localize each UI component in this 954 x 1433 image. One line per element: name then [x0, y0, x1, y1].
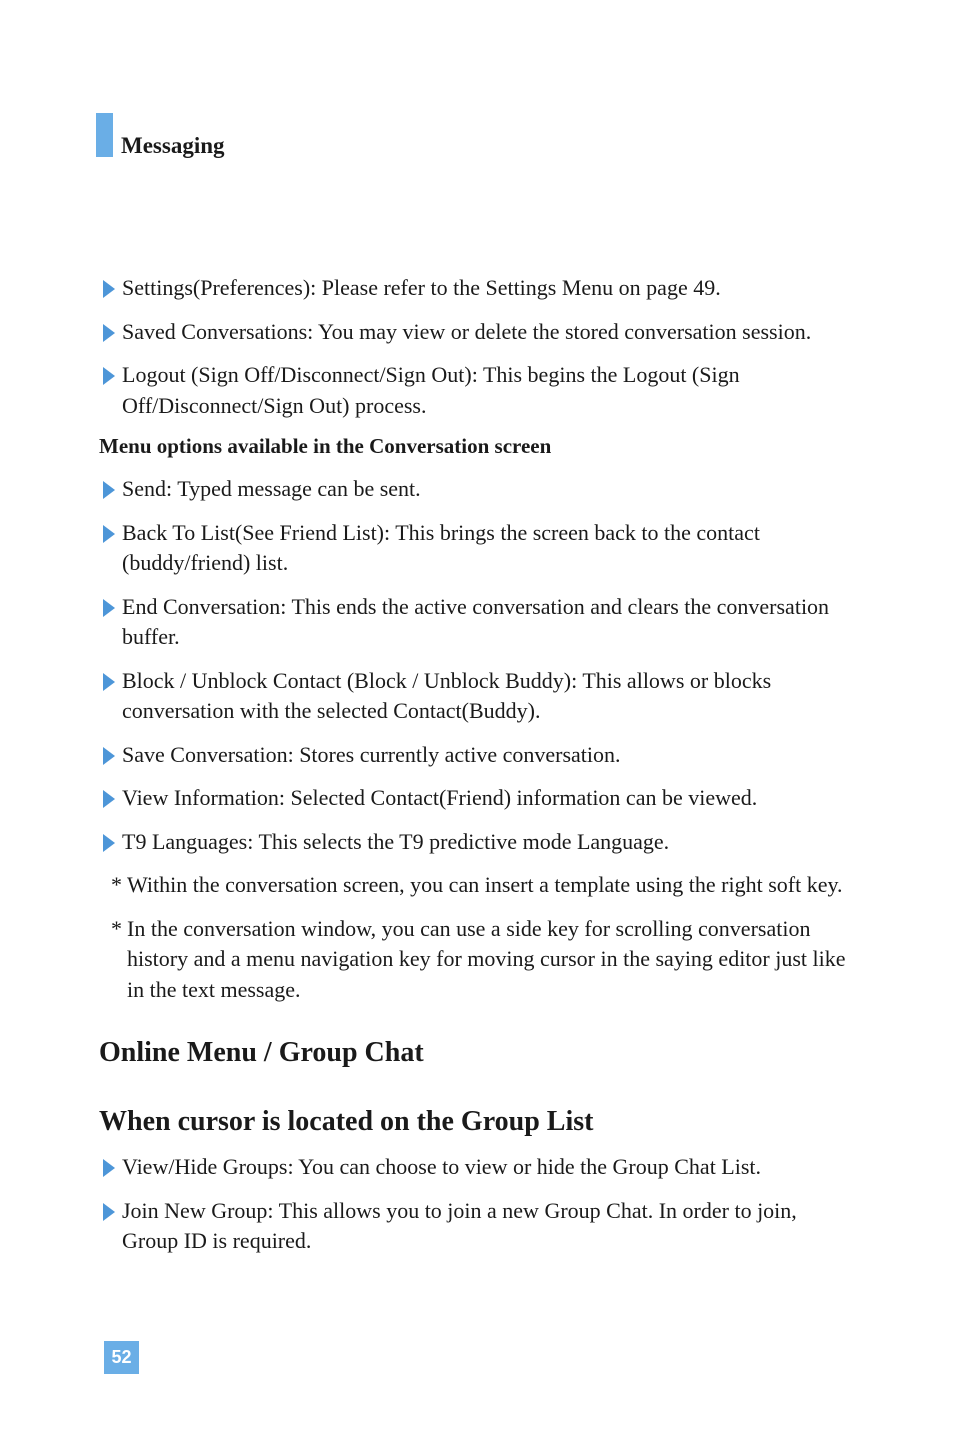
- triangle-bullet-icon: [103, 367, 115, 385]
- triangle-bullet-icon: [103, 747, 115, 765]
- triangle-bullet-icon: [103, 1159, 115, 1177]
- note-text: In the conversation window, you can use a side key for scrolling conversation history and a menu navigation key for moving cursor in the saying editor just like in the text message.: [127, 915, 846, 1002]
- heading-group-list: When cursor is located on the Group List: [99, 1106, 594, 1137]
- list-item-text: Send: Typed message can be sent.: [122, 476, 421, 501]
- list-item: [99, 360, 849, 421]
- list-item: [99, 474, 849, 505]
- list-item: [99, 273, 849, 304]
- subheading-conversation-menu: Menu options available in the Conversation screen: [99, 434, 552, 458]
- list-item: [99, 1196, 849, 1257]
- triangle-bullet-icon: [103, 481, 115, 499]
- note-marker: *: [111, 915, 122, 941]
- note: [99, 914, 849, 1006]
- list-item: [99, 1152, 849, 1183]
- note-marker: *: [111, 872, 122, 897]
- list-item: [99, 740, 849, 771]
- list-item: [99, 783, 849, 814]
- note: [99, 870, 849, 901]
- page-number: 52: [104, 1341, 139, 1374]
- section-color-bar: [96, 113, 113, 157]
- triangle-bullet-icon: [103, 324, 115, 342]
- list-item-text: T9 Languages: This selects the T9 predictive mode Language.: [122, 828, 670, 854]
- list-item: [99, 518, 849, 579]
- list-item-text: View Information: Selected Contact(Friend) information can be viewed.: [122, 785, 758, 810]
- list-item: [99, 592, 849, 653]
- page-content: [99, 273, 849, 1270]
- list-item-text: Logout (Sign Off/Disconnect/Sign Out): This begins the Logout (Sign Off/Disconnect/Sign Out) process.: [122, 362, 740, 418]
- list-item-text: End Conversation: This ends the active conversation and clears the conversation buffer.: [122, 593, 830, 649]
- list-item-text: View/Hide Groups: You can choose to view or hide the Group Chat List.: [122, 1154, 762, 1179]
- list-item-text: Saved Conversations: You may view or delete the stored conversation session.: [122, 318, 812, 344]
- list-item-text: Join New Group: This allows you to join a new Group Chat. In order to join, Group ID is required.: [122, 1197, 797, 1253]
- triangle-bullet-icon: [103, 834, 115, 852]
- section-title: Messaging: [121, 133, 225, 158]
- triangle-bullet-icon: [103, 790, 115, 808]
- triangle-bullet-icon: [103, 280, 115, 298]
- list-item: [99, 827, 849, 858]
- note-text: Within the conversation screen, you can insert a template using the right soft key.: [127, 872, 843, 897]
- list-item-text: Settings(Preferences): Please refer to the Settings Menu on page 49.: [122, 275, 721, 300]
- list-item-text: Block / Unblock Contact (Block / Unblock Buddy): This allows or blocks conversation with the selected Contact(Buddy).: [122, 667, 772, 723]
- list-item: [99, 666, 849, 727]
- heading-online-menu: Online Menu / Group Chat: [99, 1037, 424, 1068]
- triangle-bullet-icon: [103, 525, 115, 543]
- triangle-bullet-icon: [103, 1203, 115, 1221]
- list-item: [99, 317, 849, 348]
- list-item-text: Save Conversation: Stores currently active conversation.: [122, 741, 621, 767]
- list-item-text: Back To List(See Friend List): This brings the screen back to the contact (buddy/friend) list.: [122, 519, 760, 575]
- triangle-bullet-icon: [103, 599, 115, 617]
- triangle-bullet-icon: [103, 673, 115, 691]
